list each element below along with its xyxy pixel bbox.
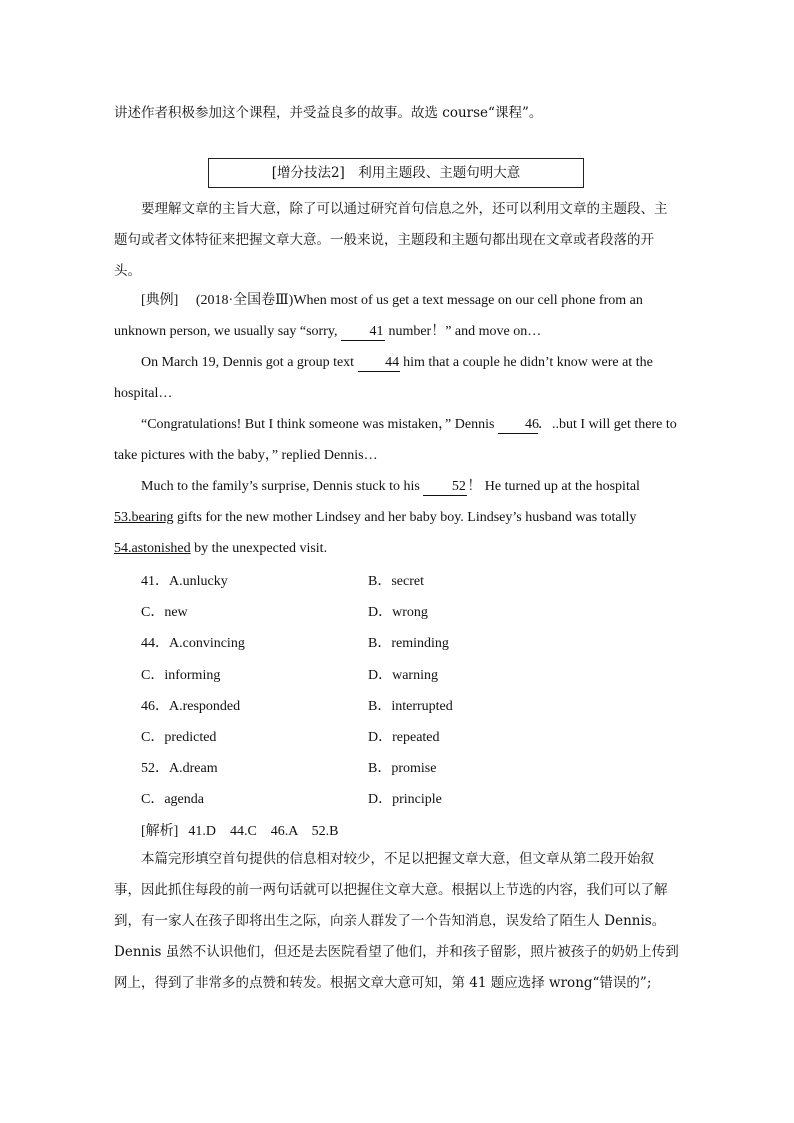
tip-box [208,158,584,188]
example-paragraph-1 [114,285,680,347]
option-46-d: D．repeated [368,730,440,745]
example-text: ！ He turned up at the hospital [467,479,640,494]
example-paragraph-3 [114,409,680,471]
analysis-header [141,822,338,842]
intro-line: 讲述作者积极参加这个课程，并受益良多的故事。故选 course“课程”。 [114,105,543,121]
option-52-a: 52．A.dream [141,761,218,776]
example-text: him that a couple he didn’t know were at the hospital… [114,355,653,401]
option-44-a: 44．A.convincing [141,636,245,651]
example-text: number！” and move on… [384,324,542,339]
option-41-d: D．wrong [368,605,428,620]
example-source: (2018·全国卷Ⅲ) [195,293,294,308]
option-44-d: D．warning [368,668,438,683]
example-paragraph-2 [114,347,680,409]
option-52-b: B．promise [368,761,437,776]
option-41-b: B．secret [368,574,424,589]
analysis-text: 本篇完形填空首句提供的信息相对较少，不足以把握文章大意，但文章从第二段开始叙事，因此抓住每段的前一两句话就可以把握住文章大意。根据以上节选的内容，我们可以了解到，有一家人在孩子即将出生之际，向亲人群发了一个告知消息，误发给了陌生人 Dennis。Dennis 虽然不认识他们，但还是去医院看望了他们，并和孩子留影，照片被孩子的奶奶上传到网上，得到了非常多的点赞和转发。根据文章大意可知，第 41 题应选择 wrong“错误的”; [114,851,679,991]
example-label: [典例] [141,293,179,308]
option-46-b: B．interrupted [368,699,453,714]
blank-41: 41 [341,324,385,341]
example-text: On March 19, Dennis got a group text [141,355,358,370]
option-41-a: 41．A.unlucky [141,574,228,589]
option-52-d: D．principle [368,792,442,807]
underlined-word-54: 54.astonished [114,541,191,556]
option-52-c: C．agenda [141,792,204,807]
example-paragraph-4 [114,471,680,564]
intro-paragraph: 要理解文章的主旨大意，除了可以通过研究首句信息之外，还可以利用文章的主题段、主题句或者文体特征来把握文章大意。一般来说，主题段和主题句都出现在文章或者段落的开头。 [114,201,668,279]
blank-52: 52 [423,479,467,496]
option-44-b: B．reminding [368,636,449,651]
option-46-c: C．predicted [141,730,217,745]
option-44-c: C．informing [141,668,221,683]
example-text: Much to the family’s surprise, Dennis stuck to his [141,479,424,494]
example-text: “Congratulations! But I think someone was mistaken，” Dennis [141,417,498,432]
analysis-answers: 41.D 44.C 46.A 52.B [188,824,339,839]
option-46-a: 46．A.responded [141,699,241,714]
blank-46: 46 [498,417,538,434]
tip-box-label: [增分技法2] 利用主题段、主题句明大意 [271,165,521,181]
example-text: When most of us get a text message on our cell phone from an unknown person, we usually say “sorry, [114,293,643,339]
option-41-c: C．new [141,605,188,620]
blank-44: 44 [358,355,400,372]
example-text: gifts for the new mother Lindsey and her baby boy. Lindsey’s husband was totally [173,510,637,525]
analysis-label: [解析] [141,824,179,839]
underlined-word-53: 53.bearing [114,510,174,525]
example-text: ．..but I will get there to take pictures with the baby，” replied Dennis… [114,417,677,463]
example-text: by the unexpected visit. [190,541,328,556]
